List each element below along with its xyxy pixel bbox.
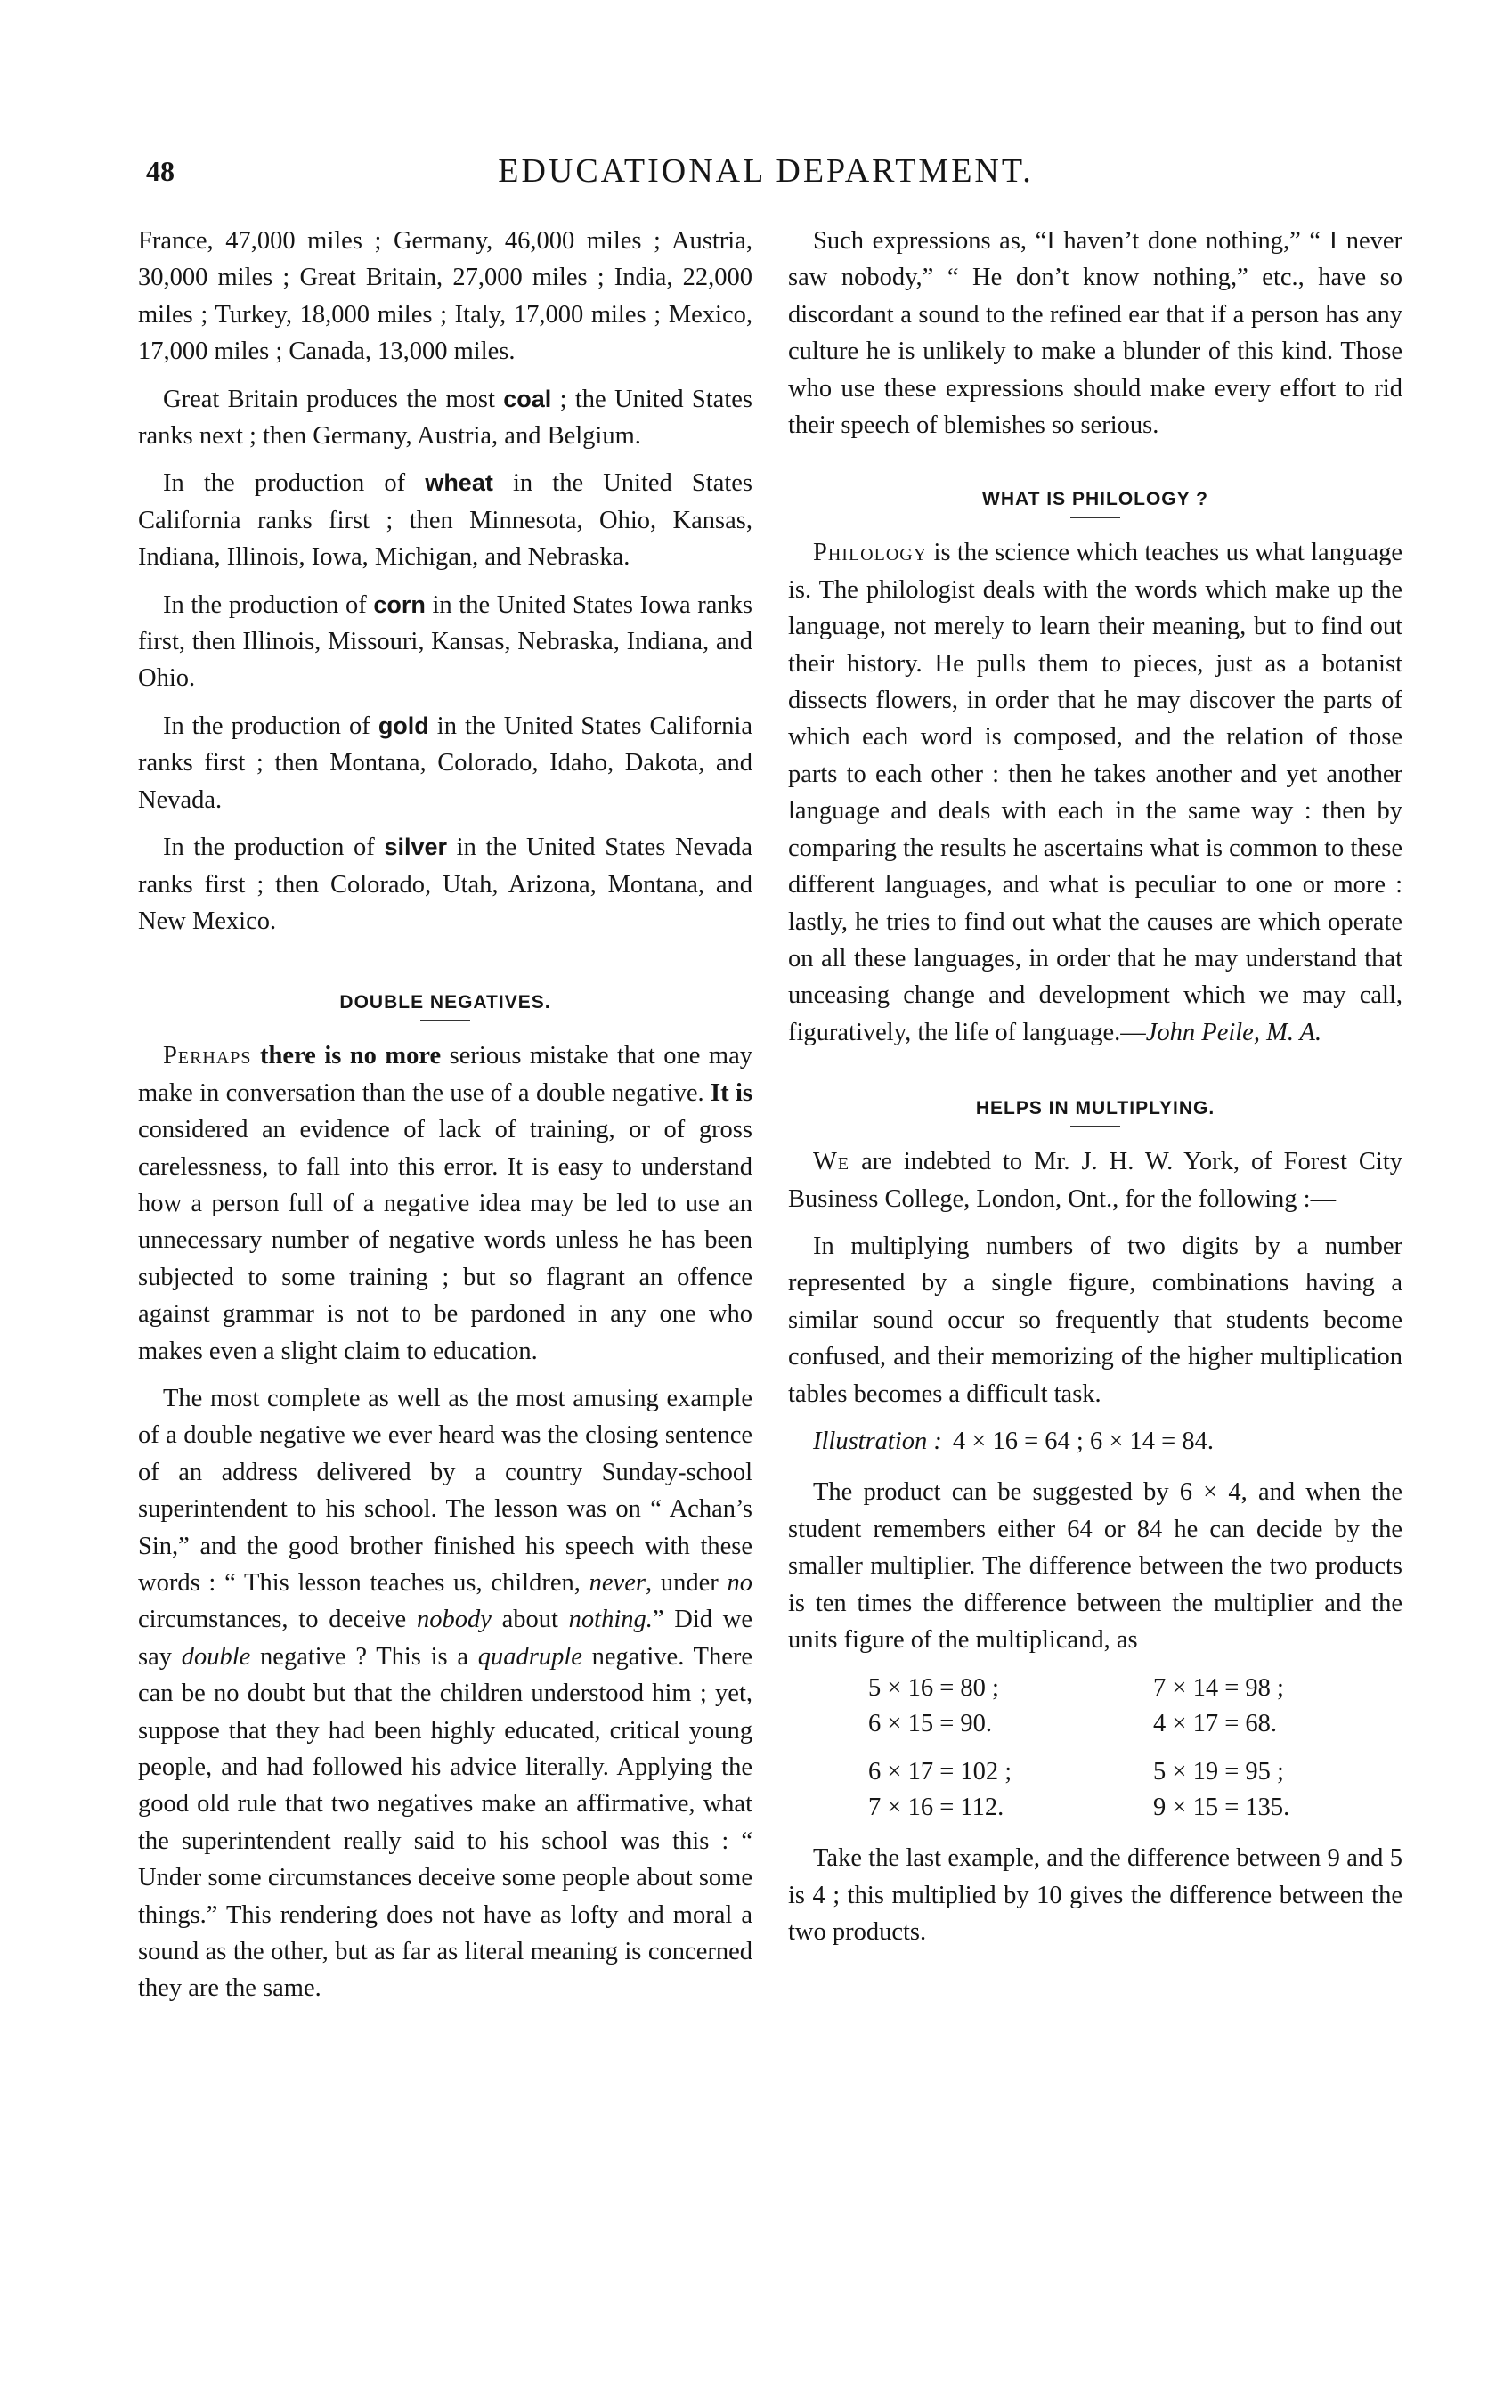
heading-rule	[420, 1020, 470, 1021]
section-heading-double-negatives: DOUBLE NEGATIVES.	[339, 992, 551, 1013]
left-column	[138, 223, 752, 2018]
text-span: in the United States California ranks first ; then Minnesota, Ohio, Kansas, Indiana, Illinois, Iowa, Michigan, and Nebraska.	[138, 469, 752, 572]
equation: 4 × 17 = 68.	[1153, 1710, 1278, 1738]
spacer	[868, 1742, 1153, 1754]
text-span: negative ? This is a	[250, 1642, 478, 1671]
text-span: is the science which teaches us what language is. The philologist deals with the words which make up the language, not merely to learn their meaning, but to find out their history. He pulls them to pieces, just as a botanist dissects flowers, in order that he may discover the parts of which each word is composed, and the relation of those parts to each other : then he takes another and yet another language and deals with each in the same way : then by comparing the results he ascertains what is common to these different languages, and what is peculiar to one or more : lastly, he tries to find out what the causes are which operate on all these languages, in order that he may understand that unceasing change and development which we may call, figuratively, the life of language.—	[788, 539, 1402, 1046]
text-span: is no more	[324, 1042, 442, 1070]
section-heading-philology: WHAT IS PHILOLOGY ?	[982, 489, 1208, 510]
equation: 9 × 15 = 135.	[1153, 1794, 1290, 1822]
text-span: The most complete as well as the most amusing example of a double negative we ever heard was the closing sentence of an address delivered by a country Sunday-school superintendent to his school. The lesson was on “ Achan’s Sin,” and the good brother finished his speech with these words : “ This lesson teaches us, children,	[138, 1384, 752, 1597]
text-span: there	[251, 1042, 325, 1070]
paragraph-product-suggestion: The product can be suggested by 6 × 4, and when the student remembers either 64 or 84 he can decide by the smaller multiplier. The difference between the two products is ten times the difference between the multiplier and the units figure of the multiplicand, as	[788, 1478, 1402, 1654]
paragraph-double-negatives-intro	[138, 1037, 752, 1370]
text-span: negative. There can be no doubt but that the children understood him ; yet, suppose that they had been highly educated, critical young people, and had followed his advice literally. Applying the good old rule that two negatives make an affirmative, what the superintendent really said to his school was this : “ Under some circumstances deceive some people about some things.” This rendering does not have as lofty and moral a sound as the other, but as far as literal meaning is concerned they are the same.	[138, 1642, 752, 2003]
text-span: ; the United States ranks next ; then Germany, Austria, and Belgium.	[138, 385, 752, 451]
equation: 7 × 16 = 112.	[868, 1794, 1004, 1822]
equation: 6 × 15 = 90.	[868, 1710, 993, 1738]
lead-word: We	[813, 1148, 850, 1176]
equation: 6 × 17 = 102 ;	[868, 1758, 1012, 1786]
page-number: 48	[146, 155, 175, 187]
text-span: in the United States Iowa ranks first, then Illinois, Missouri, Kansas, Nebraska, Indiana, and Ohio.	[138, 590, 752, 693]
keyword-corn: corn	[373, 590, 426, 618]
italic-span: nobody	[416, 1606, 492, 1634]
paragraph-railway-mileage: France, 47,000 miles ; Germany, 46,000 miles ; Austria, 30,000 miles ; Great Britain, 27,000 miles ; India, 22,000 miles ; Turkey, 18,000 miles ; Italy, 17,000 miles ; Mexico, 17,000 miles ; Canada, 13,000 miles.	[138, 227, 752, 366]
text-span: serious mistake that one may make in conversation than the use of a double negative.	[138, 1042, 752, 1107]
page-title: EDUCATIONAL DEPARTMENT.	[498, 152, 1034, 190]
keyword-gold: gold	[378, 712, 429, 739]
keyword-silver: silver	[384, 834, 447, 861]
illustration-line	[813, 1423, 1402, 1460]
equation: 5 × 19 = 95 ;	[1153, 1758, 1284, 1786]
paragraph-expressions: Such expressions as, “I haven’t done nothing,” “ I never saw nobody,” “ He don’t know nothing,” etc., have so discordant a sound to the refined ear that if a person has any culture he is unlikely to make a blunder of this kind. Those who use these expressions should make every effort to rid their speech of blemishes so serious.	[788, 227, 1402, 440]
text-span: circumstances, to deceive	[138, 1606, 417, 1634]
italic-span: double	[181, 1642, 251, 1671]
text-span: In the production of	[163, 712, 378, 740]
heading-rule	[1070, 517, 1120, 518]
equation-table	[868, 1671, 1402, 1826]
paragraph-corn	[138, 587, 752, 697]
text-span: It is	[711, 1078, 753, 1107]
paragraph-acknowledgement	[788, 1143, 1402, 1217]
keyword-wheat: wheat	[425, 469, 493, 497]
text-span: Great Britain produces the most	[163, 385, 504, 413]
illustration-label: Illustration :	[813, 1427, 942, 1455]
paragraph-silver	[138, 829, 752, 940]
paragraph-multiplying-intro: In multiplying numbers of two digits by a number represented by a single figure, combinations having a similar sound occur so frequently that students become confused, and their memorizing of the higher multiplication tables becomes a difficult task.	[788, 1232, 1402, 1408]
paragraph-wheat	[138, 465, 752, 575]
italic-span: never	[589, 1569, 646, 1597]
attribution: John Peile, M. A.	[1145, 1018, 1322, 1046]
paragraph-philology	[788, 534, 1402, 1051]
right-column	[788, 223, 1402, 1962]
italic-span: quadruple	[477, 1642, 582, 1671]
text-span: in the United States California ranks first ; then Montana, Colorado, Idaho, Dakota, and Nevada.	[138, 712, 752, 814]
italic-span: no	[727, 1569, 752, 1597]
paragraph-last-example: Take the last example, and the difference between 9 and 5 is 4 ; this multiplied by 10 gives the difference between the two products.	[788, 1844, 1402, 1947]
text-span: In the production of	[163, 590, 374, 619]
text-span: about	[491, 1606, 569, 1634]
spacer	[1153, 1742, 1367, 1754]
paragraph-gold	[138, 708, 752, 818]
text-span: are indebted to Mr. J. H. W. York, of Forest City Business College, London, Ont., for the following :—	[788, 1148, 1402, 1213]
illustration-equation: 4 × 16 = 64 ; 6 × 14 = 84.	[952, 1427, 1214, 1455]
lead-word: Perhaps	[163, 1042, 252, 1070]
text-span: considered an evidence of lack of training, or of gross carelessness, to fall into this error. It is easy to understand how a person full of a negative idea may be led to use an unnecessary number of negative words unless he has been subjected to some training ; but so flagrant an offence against grammar is not to be pardoned in any one who makes even a slight claim to education.	[138, 1116, 752, 1365]
paragraph-double-negatives-example	[138, 1380, 752, 2007]
equation: 7 × 14 = 98 ;	[1153, 1674, 1284, 1703]
text-span: In the production of	[163, 469, 426, 498]
text-span: In the production of	[163, 834, 385, 862]
text-span: in the United States Nevada ranks first ; then Colorado, Utah, Arizona, Montana, and New Mexico.	[138, 834, 752, 935]
running-head	[142, 151, 1389, 201]
italic-span: nothing.	[568, 1606, 653, 1634]
equation: 5 × 16 = 80 ;	[868, 1674, 999, 1703]
section-heading-multiplying: HELPS IN MULTIPLYING.	[975, 1098, 1215, 1119]
keyword-coal: coal	[503, 385, 552, 412]
lead-word: Philology	[813, 539, 928, 567]
text-span: ” Did we say	[138, 1606, 752, 1671]
text-span: , under	[645, 1569, 728, 1597]
heading-rule	[1070, 1126, 1120, 1127]
paragraph-coal	[138, 381, 752, 455]
